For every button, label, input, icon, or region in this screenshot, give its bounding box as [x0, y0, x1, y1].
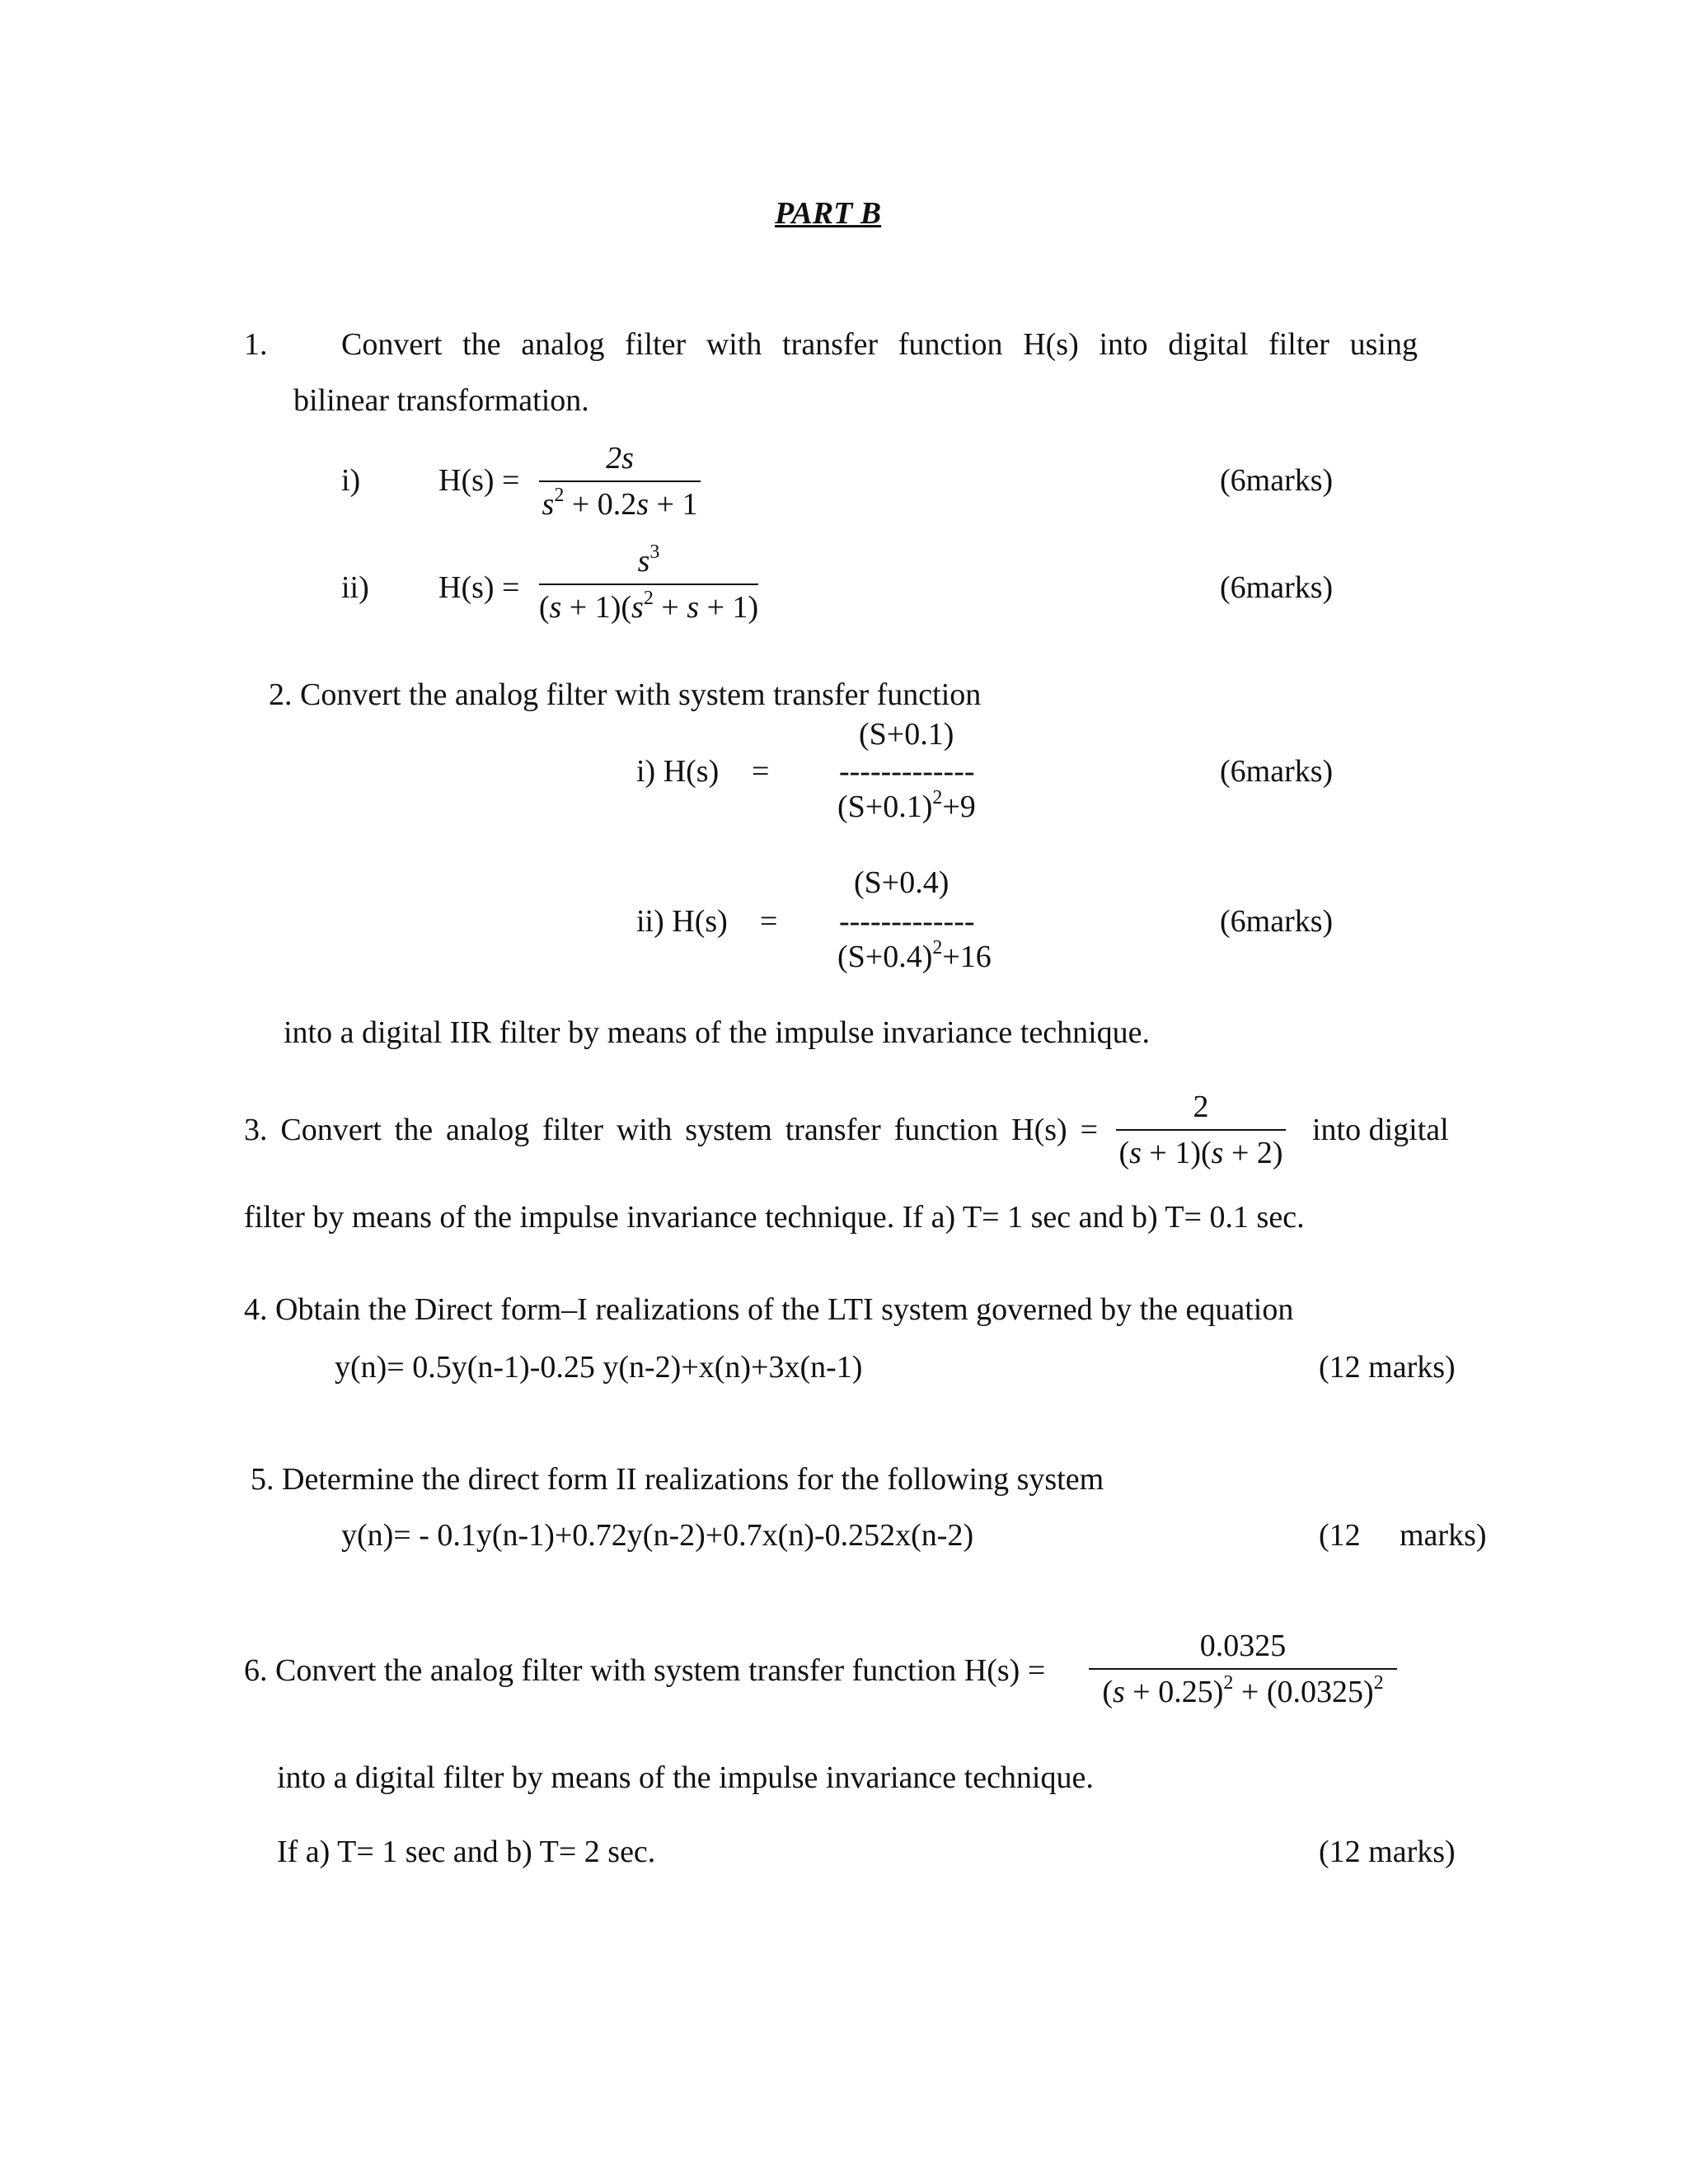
q1-ii-fraction	[537, 541, 760, 626]
q1-text-line2: bilinear transformation.	[293, 383, 589, 418]
q2-i-dashes: -------------	[839, 754, 975, 789]
q1-i-numerator: 2s	[606, 441, 634, 476]
q6-line2: into a digital filter by means of the impulse invariance technique.	[277, 1760, 1094, 1795]
q5-equation: y(n)= - 0.1y(n-1)+0.72y(n-2)+0.7x(n)-0.252x(n-2)	[341, 1518, 974, 1553]
q1-ii-numerator: $s^3$	[637, 541, 660, 579]
q2-i-numerator: (S+0.1)	[859, 717, 954, 752]
q3-after: into digital	[1312, 1113, 1449, 1147]
q2-ii-marks: (6marks)	[1220, 904, 1334, 939]
q1-text-line1: Convert the analog filter with transfer function H(s) into digital filter using	[341, 327, 1418, 362]
q1-i-lhs: H(s) =	[438, 463, 520, 498]
q6-line3: If a) T= 1 sec and b) T= 2 sec.	[277, 1835, 656, 1869]
fraction-bar	[539, 583, 758, 585]
q3-text: 3. Convert the analog filter with system transfer function H(s) =	[244, 1113, 1098, 1147]
q6-text: 6. Convert the analog filter with system transfer function H(s) =	[244, 1653, 1046, 1688]
q2-closing: into a digital IIR filter by means of the impulse invariance technique.	[284, 1015, 1151, 1050]
q2-i-equals: =	[752, 754, 770, 789]
q6-numerator: 0.0325	[1199, 1629, 1287, 1663]
q1-ii-lhs: H(s) =	[438, 570, 520, 605]
q1-i-marks: (6marks)	[1220, 463, 1334, 498]
q5-marks-b: marks)	[1400, 1518, 1487, 1553]
q3-numerator: 2	[1193, 1090, 1209, 1124]
q1-i-label: i)	[341, 463, 361, 498]
q6-fraction	[1086, 1629, 1400, 1710]
q2-ii-equals: =	[760, 904, 778, 939]
q2-ii-numerator: (S+0.4)	[854, 865, 950, 900]
fraction-bar	[539, 480, 701, 482]
q4-equation: y(n)= 0.5y(n-1)-0.25 y(n-2)+x(n)+3x(n-1)	[335, 1350, 863, 1385]
q1-ii-label: ii)	[341, 570, 369, 605]
q5-marks-a: (12	[1319, 1518, 1361, 1553]
q2-i-marks: (6marks)	[1220, 754, 1334, 789]
q2-ii-denominator: $(S+0.4)^2+16$	[837, 937, 992, 974]
q5-text: 5. Determine the direct form II realizations for the following system	[251, 1462, 1104, 1497]
q1-i-fraction	[537, 441, 702, 523]
q6-marks: (12 marks)	[1319, 1835, 1456, 1869]
q6-denominator: $(s + 0.25)^2 + (0.0325)^2$	[1102, 1671, 1384, 1709]
q1-ii-marks: (6marks)	[1220, 570, 1334, 605]
q2-ii-dashes: -------------	[839, 904, 975, 939]
q2-i-denominator: $(S+0.1)^2+9$	[837, 787, 976, 824]
q3-denominator: (s + 1)(s + 2)	[1118, 1135, 1283, 1170]
q1-i-denominator: $s^2 + 0.2s + 1$	[542, 484, 698, 522]
fraction-bar	[1089, 1668, 1397, 1670]
q2-ii-lhs: ii) H(s)	[636, 904, 728, 939]
fraction-bar	[1116, 1129, 1286, 1131]
q3-line2: filter by means of the impulse invariance technique. If a) T= 1 sec and b) T= 0.1 sec.	[244, 1200, 1305, 1235]
q2-text: 2. Convert the analog filter with system transfer function	[269, 677, 982, 712]
q1-number: 1.	[244, 327, 268, 362]
q1-ii-denominator: $(s + 1)(s^2 + s + 1)$	[538, 587, 759, 625]
page-title: PART B	[775, 196, 882, 231]
q4-text: 4. Obtain the Direct form–I realizations of the LTI system governed by the equation	[244, 1292, 1294, 1327]
q4-marks: (12 marks)	[1319, 1350, 1456, 1385]
q2-i-lhs: i) H(s)	[636, 754, 720, 789]
q3-fraction	[1114, 1090, 1287, 1171]
